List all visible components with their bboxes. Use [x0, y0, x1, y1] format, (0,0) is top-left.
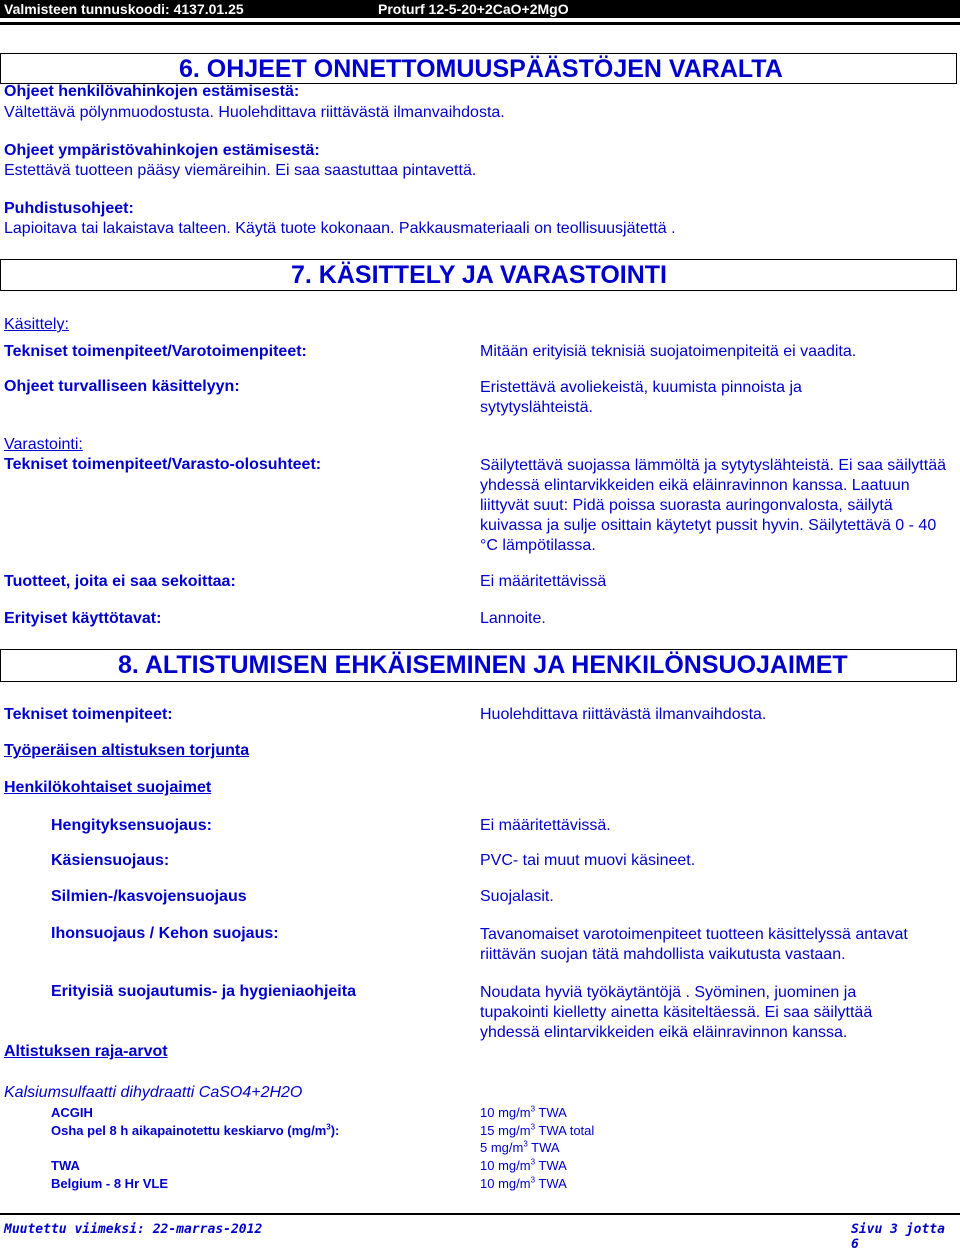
safe-handling-value: Eristettävä avoliekeistä, kuumista pinnoista ja sytytyslähteistä.	[480, 379, 802, 416]
footer-rule	[0, 1213, 960, 1215]
environmental-precautions-text: Estettävä tuotteen pääsy viemäreihin. Ei saa saastuttaa pintavettä.	[4, 162, 477, 179]
product-code: Valmisteen tunnuskoodi: 4137.01.25	[4, 1, 244, 17]
specific-use-value: Lannoite.	[480, 610, 546, 627]
storage-heading: Varastointi:	[4, 436, 83, 453]
skin-protection-label: Ihonsuojaus / Kehon suojaus:	[51, 925, 279, 942]
limit-value-osha: 15 $mg/m^3$ TWA total	[480, 1122, 595, 1138]
handling-tech-value: Mitään erityisiä teknisiä suojatoimenpiteitä ei vaadita.	[480, 343, 857, 360]
engineering-measures-label: Tekniset toimenpiteet:	[4, 706, 173, 723]
limit-value-twa: 10 $mg/m^3$ TWA	[480, 1157, 567, 1173]
limit-label-belgium: Belgium - 8 Hr VLE	[51, 1176, 169, 1191]
personal-precautions-text: Vältettävä pölynmuodostusta. Huolehdittava riittävästä ilmanvaihdosta.	[4, 104, 505, 121]
section-8-title: 8. ALTISTUMISEN EHKÄISEMINEN JA HENKILÖNSUOJAIMET	[118, 651, 848, 679]
handling-heading: Käsittely:	[4, 316, 69, 333]
hand-protection-label: Käsiensuojaus:	[51, 852, 170, 869]
respiratory-label: Hengityksensuojaus:	[51, 817, 212, 834]
substance-name: Kalsiumsulfaatti dihydraatti CaSO4+2H2O	[4, 1084, 303, 1101]
incompatible-label: Tuotteet, joita ei saa sekoittaa:	[4, 573, 236, 590]
limit-value-acgih: 10 $mg/m^3$ TWA	[480, 1104, 567, 1120]
header-rule	[0, 22, 960, 25]
exposure-control-heading: Työperäisen altistuksen torjunta	[4, 742, 250, 759]
limit-label-acgih: ACGIH	[51, 1105, 93, 1120]
document-header	[0, 0, 960, 18]
storage-value: Säilytettävä suojassa lämmöltä ja sytytyslähteistä. Ei saa säilyttää yhdessä elintarvikkeiden eikä eläinravinnon kanssa. Laatuun liittyvät suut: Pidä poissa suorasta auringonvalosta, säilytä kuivassa ja sulje osittain käytetyt pussit hyvin. Säilytettävä 0 - 40 °C lämpötilassa.	[480, 457, 946, 554]
eye-protection-label: Silmien-/kasvojensuojaus	[51, 888, 247, 905]
product-name: Proturf 12-5-20+2CaO+2MgO	[378, 1, 569, 17]
handling-tech-label: Tekniset toimenpiteet/Varotoimenpiteet:	[4, 343, 307, 360]
personal-precautions-heading: Ohjeet henkilövahinkojen estämisestä:	[4, 83, 300, 100]
engineering-measures-value: Huolehdittava riittävästä ilmanvaihdosta.	[480, 706, 767, 723]
skin-protection-value: Tavanomaiset varotoimenpiteet tuotteen käsittelyssä antavat riittävän suojan tätä mahdollista vaikutusta vastaan.	[480, 926, 908, 963]
ppe-heading: Henkilökohtaiset suojaimet	[4, 779, 212, 796]
limit-label-twa: TWA	[51, 1158, 80, 1173]
safe-handling-label: Ohjeet turvalliseen käsittelyyn:	[4, 378, 240, 395]
page-number: Sivu 3 jotta 6	[851, 1222, 945, 1252]
limit-value-belgium: 10 $mg/m^3$ TWA	[480, 1175, 567, 1191]
limit-label-osha: Osha pel 8 h aikapainotettu keskiarvo $(mg/m^3)$:	[51, 1122, 340, 1138]
storage-label: Tekniset toimenpiteet/Varasto-olosuhteet:	[4, 456, 322, 473]
hygiene-value: Noudata hyviä työkäytäntöjä . Syöminen, juominen ja tupakointi kielletty ainetta käsiteltäessä. Ei saa säilyttää yhdessä elintarvikkeiden eikä eläinravinnon kanssa.	[480, 984, 873, 1041]
incompatible-value: Ei määritettävissä	[480, 573, 607, 590]
revision-date: Muutettu viimeksi: 22-marras-2012	[4, 1222, 263, 1237]
section-6-title: 6. OHJEET ONNETTOMUUSPÄÄSTÖJEN VARALTA	[179, 55, 783, 83]
hygiene-label: Erityisiä suojautumis- ja hygieniaohjeita	[51, 983, 356, 1000]
exposure-limits-heading: Altistuksen raja-arvot	[4, 1043, 168, 1060]
hand-protection-value: PVC- tai muut muovi käsineet.	[480, 852, 696, 869]
eye-protection-value: Suojalasit.	[480, 888, 554, 905]
cleanup-text: Lapioitava tai lakaistava talteen. Käytä tuote kokonaan. Pakkausmateriaali on teollisuusjätettä .	[4, 220, 676, 237]
cleanup-heading: Puhdistusohjeet:	[4, 200, 134, 217]
section-7-title: 7. KÄSITTELY JA VARASTOINTI	[291, 261, 668, 289]
specific-use-label: Erityiset käyttötavat:	[4, 610, 162, 627]
environmental-precautions-heading: Ohjeet ympäristövahinkojen estämisestä:	[4, 142, 320, 159]
limit-value-osha-2: 5 $mg/m^3$ TWA	[480, 1139, 560, 1155]
respiratory-value: Ei määritettävissä.	[480, 817, 611, 834]
